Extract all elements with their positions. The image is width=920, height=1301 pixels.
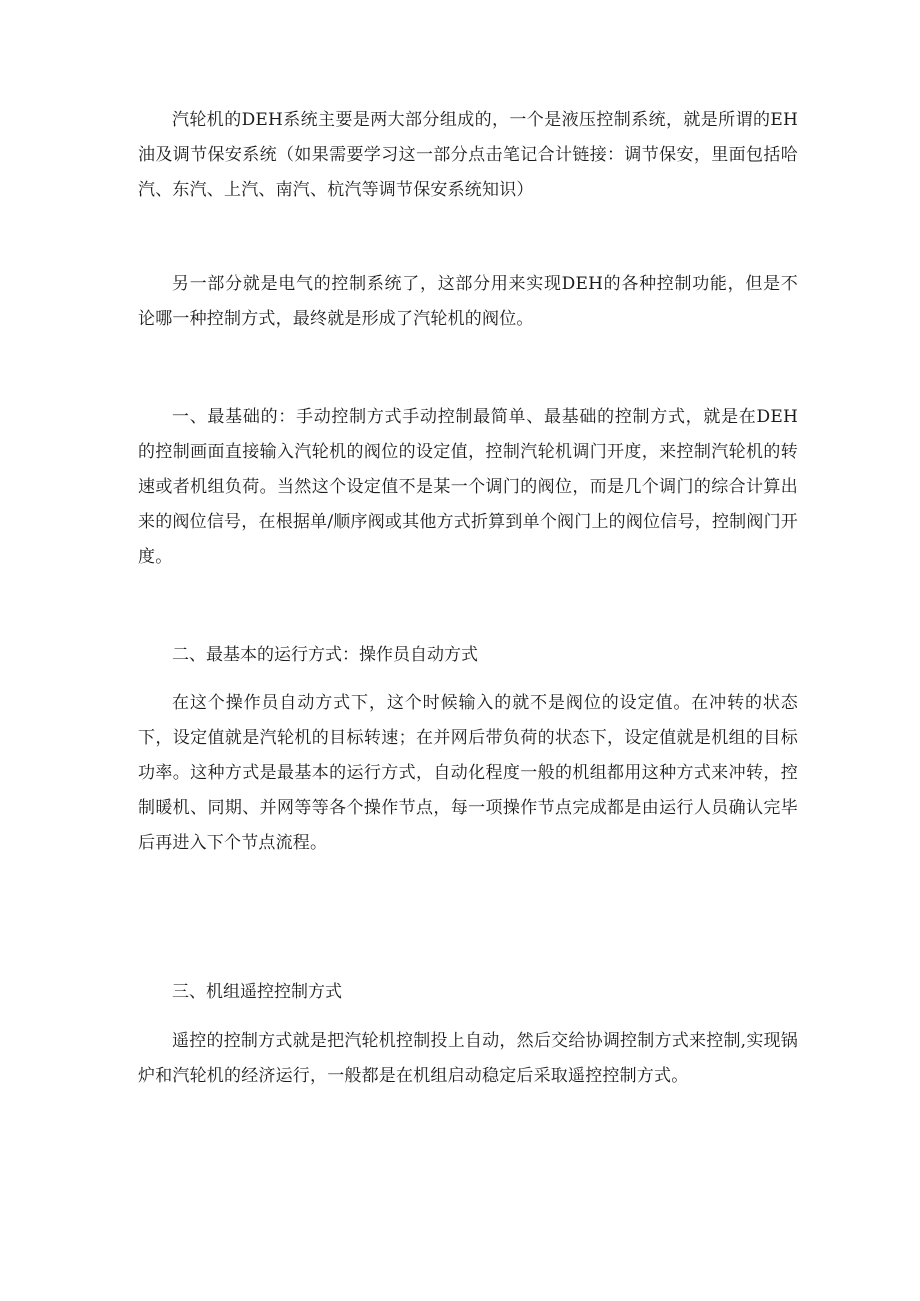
section-2-heading: 二、最基本的运行方式：操作员自动方式 xyxy=(172,645,478,665)
section-2-body: 在这个操作员自动方式下，这个时候输入的就不是阀位的设定值。在冲转的状态下，设定值就是汽轮机的目标转速；在并网后带负荷的状态下，设定值就是机组的目标功率。这种方式是最基本的运行方式，自动化程度一般的机组都用这种方式来冲转，控制暖机、同期、并网等等各个操作节点，每一项操作节点完成都是由运行人员确认完毕后再进入下个节点流程。 xyxy=(138,693,798,853)
section-3-heading: 三、机组遥控控制方式 xyxy=(172,982,342,1002)
section-3-body: 遥控的控制方式就是把汽轮机控制投上自动，然后交给协调控制方式来控制,实现锅炉和汽轮机的经济运行，一般都是在机组启动稳定后采取遥控控制方式。 xyxy=(138,1031,798,1086)
section-1-body: 一、最基础的：手动控制方式手动控制最简单、最基础的控制方式，就是在DEH的控制画面直接输入汽轮机的阀位的设定值，控制汽轮机调门开度，来控制汽轮机的转速或者机组负荷。当然这个设定值不是某一个调门的阀位，而是几个调门的综合计算出来的阀位信号，在根据单/顺序阀或其他方式折算到单个阀门上的阀位信号，控制阀门开度。 xyxy=(138,407,798,567)
intro-paragraph-1: 汽轮机的DEH系统主要是两大部分组成的，一个是液压控制系统，就是所谓的EH油及调节保安系统（如果需要学习这一部分点击笔记合计链接：调节保安，里面包括哈汽、东汽、上汽、南汽、杭汽等调节保安系统知识） xyxy=(138,110,798,200)
intro-paragraph-2: 另一部分就是电气的控制系统了，这部分用来实现DEH的各种控制功能，但是不论哪一种控制方式，最终就是形成了汽轮机的阀位。 xyxy=(138,274,798,329)
